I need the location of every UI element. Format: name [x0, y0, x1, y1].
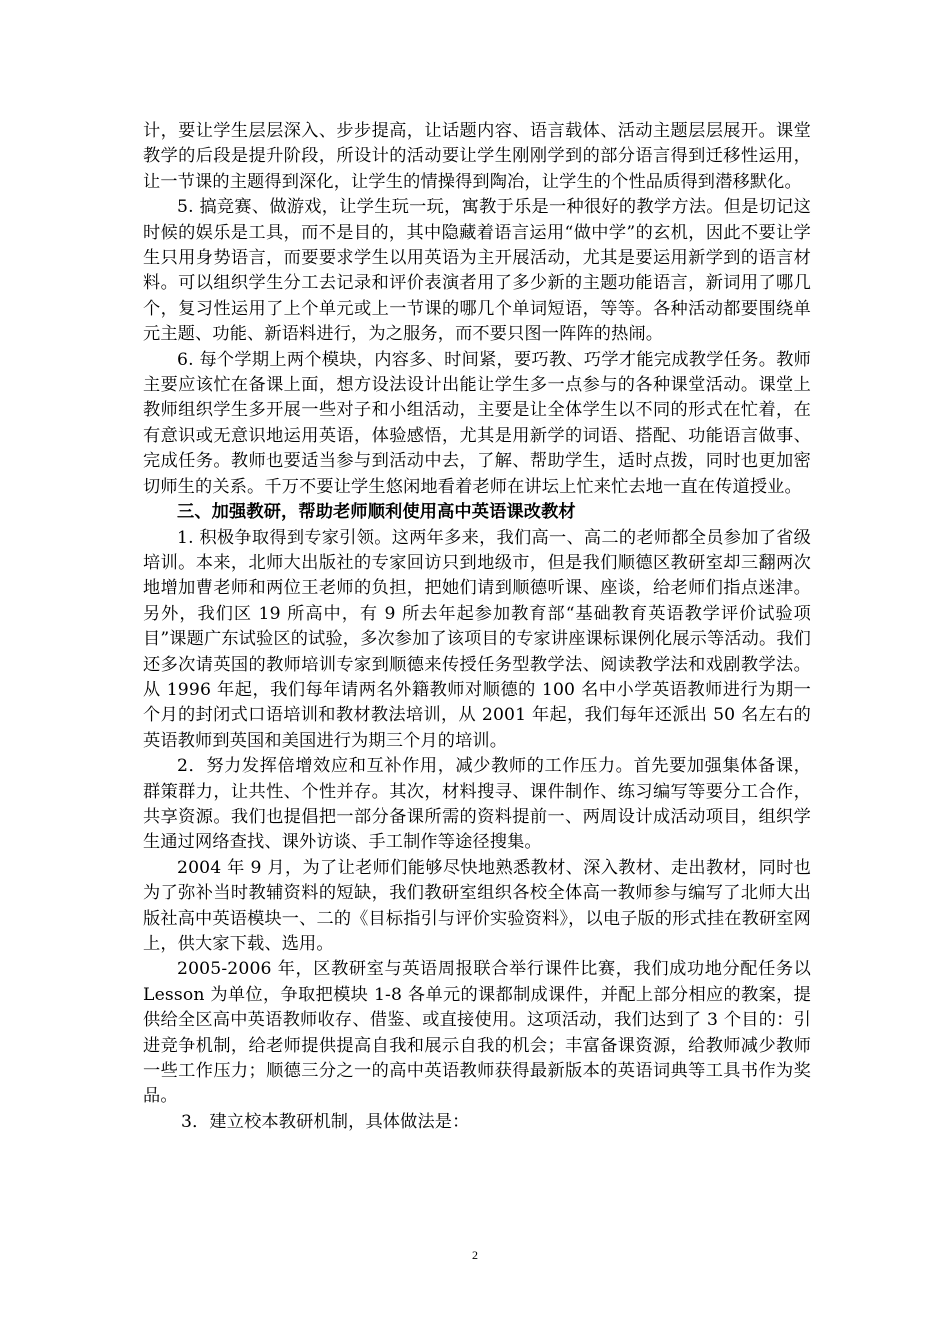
paragraph-subitem-3: 3．建立校本教研机制，具体做法是： — [181, 1111, 470, 1132]
paragraph-continuation: 计，要让学生层层深入、步步提高，让话题内容、语言载体、活动主题层层展开。课堂教学的后段是提升阶段，所设计的活动要让学生刚刚学到的部分语言得到迁移性运用，让一节课的主题得到深化，让学生的情操得到陶冶，让学生的个性品质得到潜移默化。 — [143, 121, 811, 192]
paragraph-item-6: 6. 每个学期上两个模块，内容多、时间紧，要巧教、巧学才能完成教学任务。教师主要应该忙在备课上面，想方设法设计出能让学生多一点参与的各种课堂活动。课堂上教师组织学生多开展一些对子和小组活动，主要是让全体学生以不同的形式在忙着，在有意识或无意识地运用英语，体验感悟，尤其是用新学的词语、搭配、功能语言做事、完成任务。教师也要适当参与到活动中去，了解、帮助学生，适时点拨，同时也更加密切师生的关系。千万不要让学生悠闲地看着老师在讲坛上忙来忙去地一直在传道授业。 — [143, 349, 811, 497]
paragraph-item-5: 5. 搞竞赛、做游戏，让学生玩一玩，寓教于乐是一种很好的教学方法。但是切记这时候的娱乐是工具，而不是目的，其中隐藏着语言运用“做中学”的玄机，因此不要让学生只用身势语言，而要要求学生以用英语为主开展活动，尤其是要运用新学到的语言材料。可以组织学生分工去记录和评价表演者用了多少新的主题功能语言，新词用了哪几个，复习性运用了上个单元或上一节课的哪几个单词短语，等等。各种活动都要围绕单元主题、功能、新语料进行，为之服务，而不要只图一阵阵的热闹。 — [143, 197, 811, 345]
paragraph-2005-2006: 2005-2006 年，区教研室与英语周报联合举行课件比赛，我们成功地分配任务以 Lesson 为单位，争取把模块 1-8 各单元的课都制成课件，并配上部分相应的教案，提供给全区高中英语教师收存、借鉴、或直接使用。这项活动，我们达到了 3 个目的：引进竞争机制，给老师提供提高自我和展示自我的机会；丰富备课资源，给教师减少教师一些工作压力；顺德三分之一的高中英语教师获得最新版本的英语词典等工具书作为奖品。 — [143, 959, 811, 1107]
page-number: 2 — [472, 1248, 478, 1262]
section-heading-3: 三、加强教研，帮助老师顺利使用高中英语课改教材 — [177, 502, 576, 523]
paragraph-2004: 2004 年 9 月，为了让老师们能够尽快地熟悉教材、深入教材、走出教材，同时也为了弥补当时教辅资料的短缺，我们教研室组织各校全体高一教师参与编写了北师大出版社高中英语模块一、二的《目标指引与评价实验资料》，以电子版的形式挂在教研室网上，供大家下载、选用。 — [143, 857, 811, 954]
document-body — [143, 119, 811, 1135]
paragraph-subitem-1: 1. 积极争取得到专家引领。这两年多来，我们高一、高二的老师都全员参加了省级培训。本来，北师大出版社的专家回访只到地级市，但是我们顺德区教研室却三翻两次地增加曹老师和两位王老师的负担，把她们请到顺德听课、座谈，给老师们指点迷津。另外，我们区 19 所高中，有 9 所去年起参加教育部“基础教育英语教学评价试验项目”课题广东试验区的试验，多次参加了该项目的专家讲座课标课例化展示等活动。我们还多次请英国的教师培训专家到顺德来传授任务型教学法、阅读教学法和戏剧教学法。从 1996 年起，我们每年请两名外籍教师对顺德的 100 名中小学英语教师进行为期一个月的封闭式口语培训和教材教法培训，从 2001 年起，我们每年还派出 50 名左右的英语教师到英国和美国进行为期三个月的培训。 — [143, 527, 811, 751]
paragraph-subitem-2: 2．努力发挥倍增效应和互补作用，减少教师的工作压力。首先要加强集体备课，群策群力，让共性、个性并存。其次，材料搜寻、课件制作、练习编写等要分工合作，共享资源。我们也提倡把一部分备课所需的资料提前一、两周设计成活动项目，组织学生通过网络查找、课外访谈、手工制作等途径搜集。 — [143, 756, 811, 853]
